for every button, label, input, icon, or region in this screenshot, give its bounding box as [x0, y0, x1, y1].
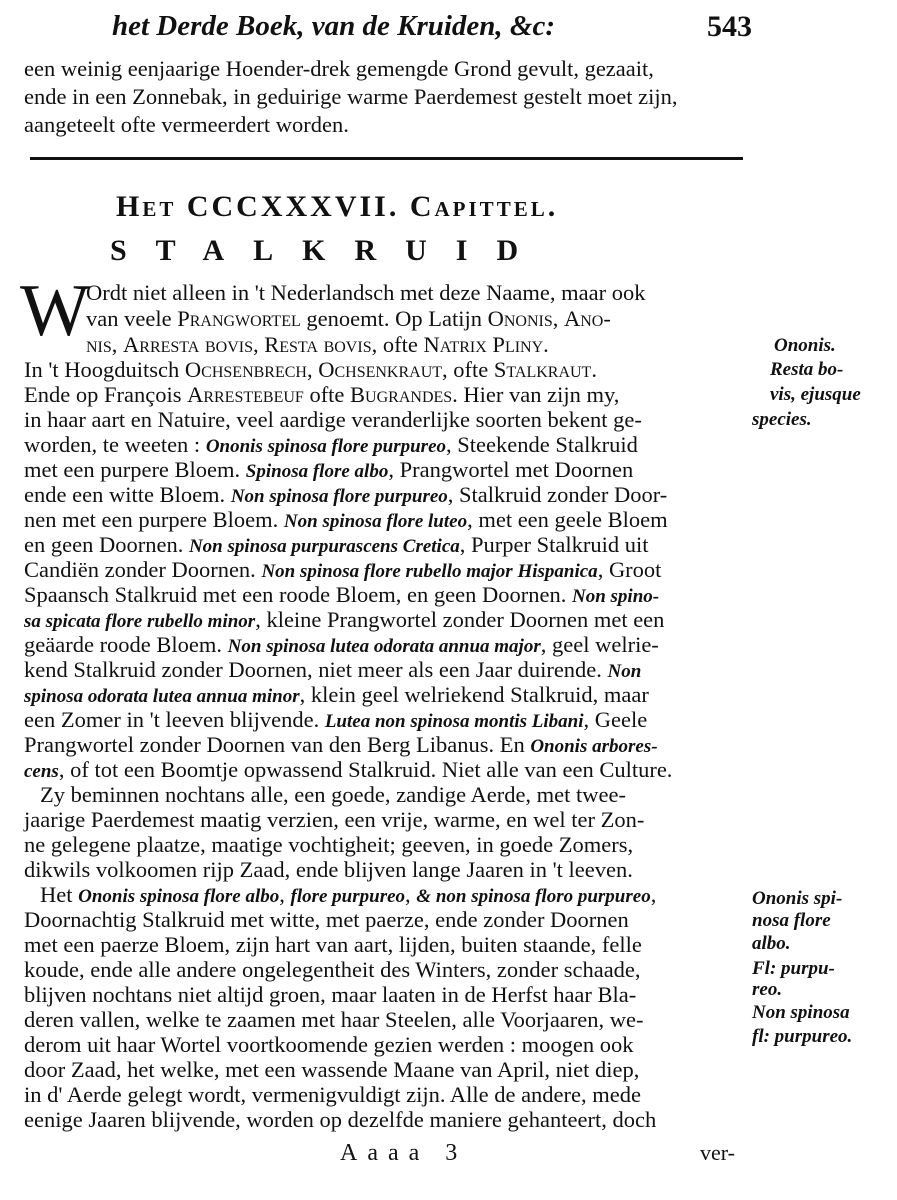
horizontal-rule	[30, 157, 743, 160]
margin-note: species.	[752, 409, 812, 430]
text-line: In 't Hoogduitsch Ochsenbrech, Ochsenkraut, ofte Stalkraut.	[24, 357, 597, 382]
text-line: en geen Doornen. Non spinosa purpurascens Cretica, Purper Stalkruid uit	[24, 532, 649, 557]
text-line: dikwils volkoomen rijp Zaad, ende blijven lange Jaaren in 't leeven.	[24, 857, 633, 882]
catchword: ver-	[700, 1140, 735, 1165]
text-line: Spaansch Stalkruid met een roode Bloem, en geen Doornen. Non spino-	[24, 582, 660, 607]
text-line: cens, of tot een Boomtje opwassend Stalkruid. Niet alle van een Culture.	[24, 757, 673, 782]
text-line: Prangwortel zonder Doornen van den Berg Libanus. En Ononis arbores-	[24, 732, 658, 757]
text-line: Het Ononis spinosa flore albo, flore purpureo, & non spinosa floro purpureo,	[40, 882, 657, 907]
margin-note: Resta bo-	[770, 359, 844, 380]
text-line: deren vallen, welke te zaamen met haar Steelen, alle Voorjaaren, we-	[24, 1007, 644, 1032]
page-header	[112, 10, 752, 50]
text-line: eenige Jaaren blijvende, worden op dezelfde maniere gehanteert, doch	[24, 1107, 657, 1132]
margin-note: Fl: purpu-	[752, 958, 835, 979]
margin-note: albo.	[752, 933, 791, 954]
text-line: een Zomer in 't leeven blijvende. Lutea non spinosa montis Libani, Geele	[24, 707, 648, 732]
page-number: 543	[707, 10, 752, 43]
text-line: kend Stalkruid zonder Doornen, niet meer als een Jaar duirende. Non	[24, 657, 642, 682]
margin-note: Ononis spi-	[752, 888, 843, 909]
text-line: Candiën zonder Doornen. Non spinosa flore rubello major Hispanica, Groot	[24, 557, 662, 582]
margin-note: Ononis.	[774, 335, 836, 356]
text-line: met een paerze Bloem, zijn hart van aart, lijden, buiten staande, felle	[24, 932, 642, 957]
text-line: worden, te weeten : Ononis spinosa flore purpureo, Steekende Stalkruid	[24, 432, 638, 457]
text-line: van veele Prangwortel genoemt. Op Latijn Ononis, Ano-	[86, 306, 611, 331]
text-line: Ordt niet alleen in 't Nederlandsch met deze Naame, maar ook	[86, 280, 646, 305]
text-line: Zy beminnen nochtans alle, een goede, zandige Aerde, met twee-	[40, 782, 627, 807]
drop-cap: W	[20, 270, 90, 352]
margin-note: reo.	[752, 979, 783, 1000]
text-line: aangeteelt ofte vermeerdert worden.	[24, 112, 349, 137]
chapter-heading: Het CCCXXXVII. Capittel.	[116, 190, 559, 223]
text-line: spinosa odorata lutea annua minor, klein geel welriekend Stalkruid, maar	[24, 682, 649, 707]
text-line: in d' Aerde gelegt wordt, vermenigvuldigt zijn. Alle de andere, mede	[24, 1082, 641, 1107]
running-title: het Derde Boek, van de Kruiden, &c:	[112, 10, 556, 42]
margin-note: vis, ejusque	[770, 384, 861, 405]
text-line: geäarde roode Bloem. Non spinosa lutea odorata annua major, geel welrie-	[24, 632, 659, 657]
margin-note: Non spinosa	[752, 1002, 850, 1023]
text-line: nen met een purpere Bloem. Non spinosa flore luteo, met een geele Bloem	[24, 507, 668, 532]
text-line: blijven nochtans niet altijd groen, maar laaten in de Herfst haar Bla-	[24, 982, 637, 1007]
text-line: koude, ende alle andere ongelegentheit des Winters, zonder schaade,	[24, 957, 641, 982]
signature-mark: Aaaa 3	[340, 1140, 468, 1166]
text-line: nis, Arresta bovis, Resta bovis, ofte Natrix Pliny.	[86, 332, 549, 357]
text-line: met een purpere Bloem. Spinosa flore albo, Prangwortel met Doornen	[24, 457, 634, 482]
text-line: derom uit haar Wortel voortkoomende gezien werden : moogen ook	[24, 1032, 634, 1057]
text-line: Doornachtig Stalkruid met witte, met paerze, ende zonder Doornen	[24, 907, 629, 932]
text-line: in haar aart en Natuire, veel aardige veranderlijke soorten bekent ge-	[24, 407, 642, 432]
text-line: ende een witte Bloem. Non spinosa flore purpureo, Stalkruid zonder Door-	[24, 482, 668, 507]
text-line: ende in een Zonnebak, in geduirige warme Paerdemest gestelt moet zijn,	[24, 84, 678, 109]
text-line: een weinig eenjaarige Hoender-drek gemengde Grond gevult, gezaait,	[24, 56, 654, 81]
margin-note: nosa flore	[752, 910, 831, 931]
text-line: sa spicata flore rubello minor, kleine Prangwortel zonder Doornen met een	[24, 607, 665, 632]
text-line: Ende op François Arrestebeuf ofte Bugrandes. Hier van zijn my,	[24, 382, 620, 407]
margin-note: fl: purpureo.	[752, 1026, 853, 1047]
text-line: ne gelegene plaatze, maatige vochtigheit; geeven, in goede Zomers,	[24, 832, 634, 857]
text-line: jaarige Paerdemest maatig verzien, een vrije, warme, en wel ter Zon-	[24, 807, 645, 832]
plant-title: STALKRUID	[110, 234, 548, 267]
text-line: door Zaad, het welke, met een wassende Maane van April, niet diep,	[24, 1057, 640, 1082]
